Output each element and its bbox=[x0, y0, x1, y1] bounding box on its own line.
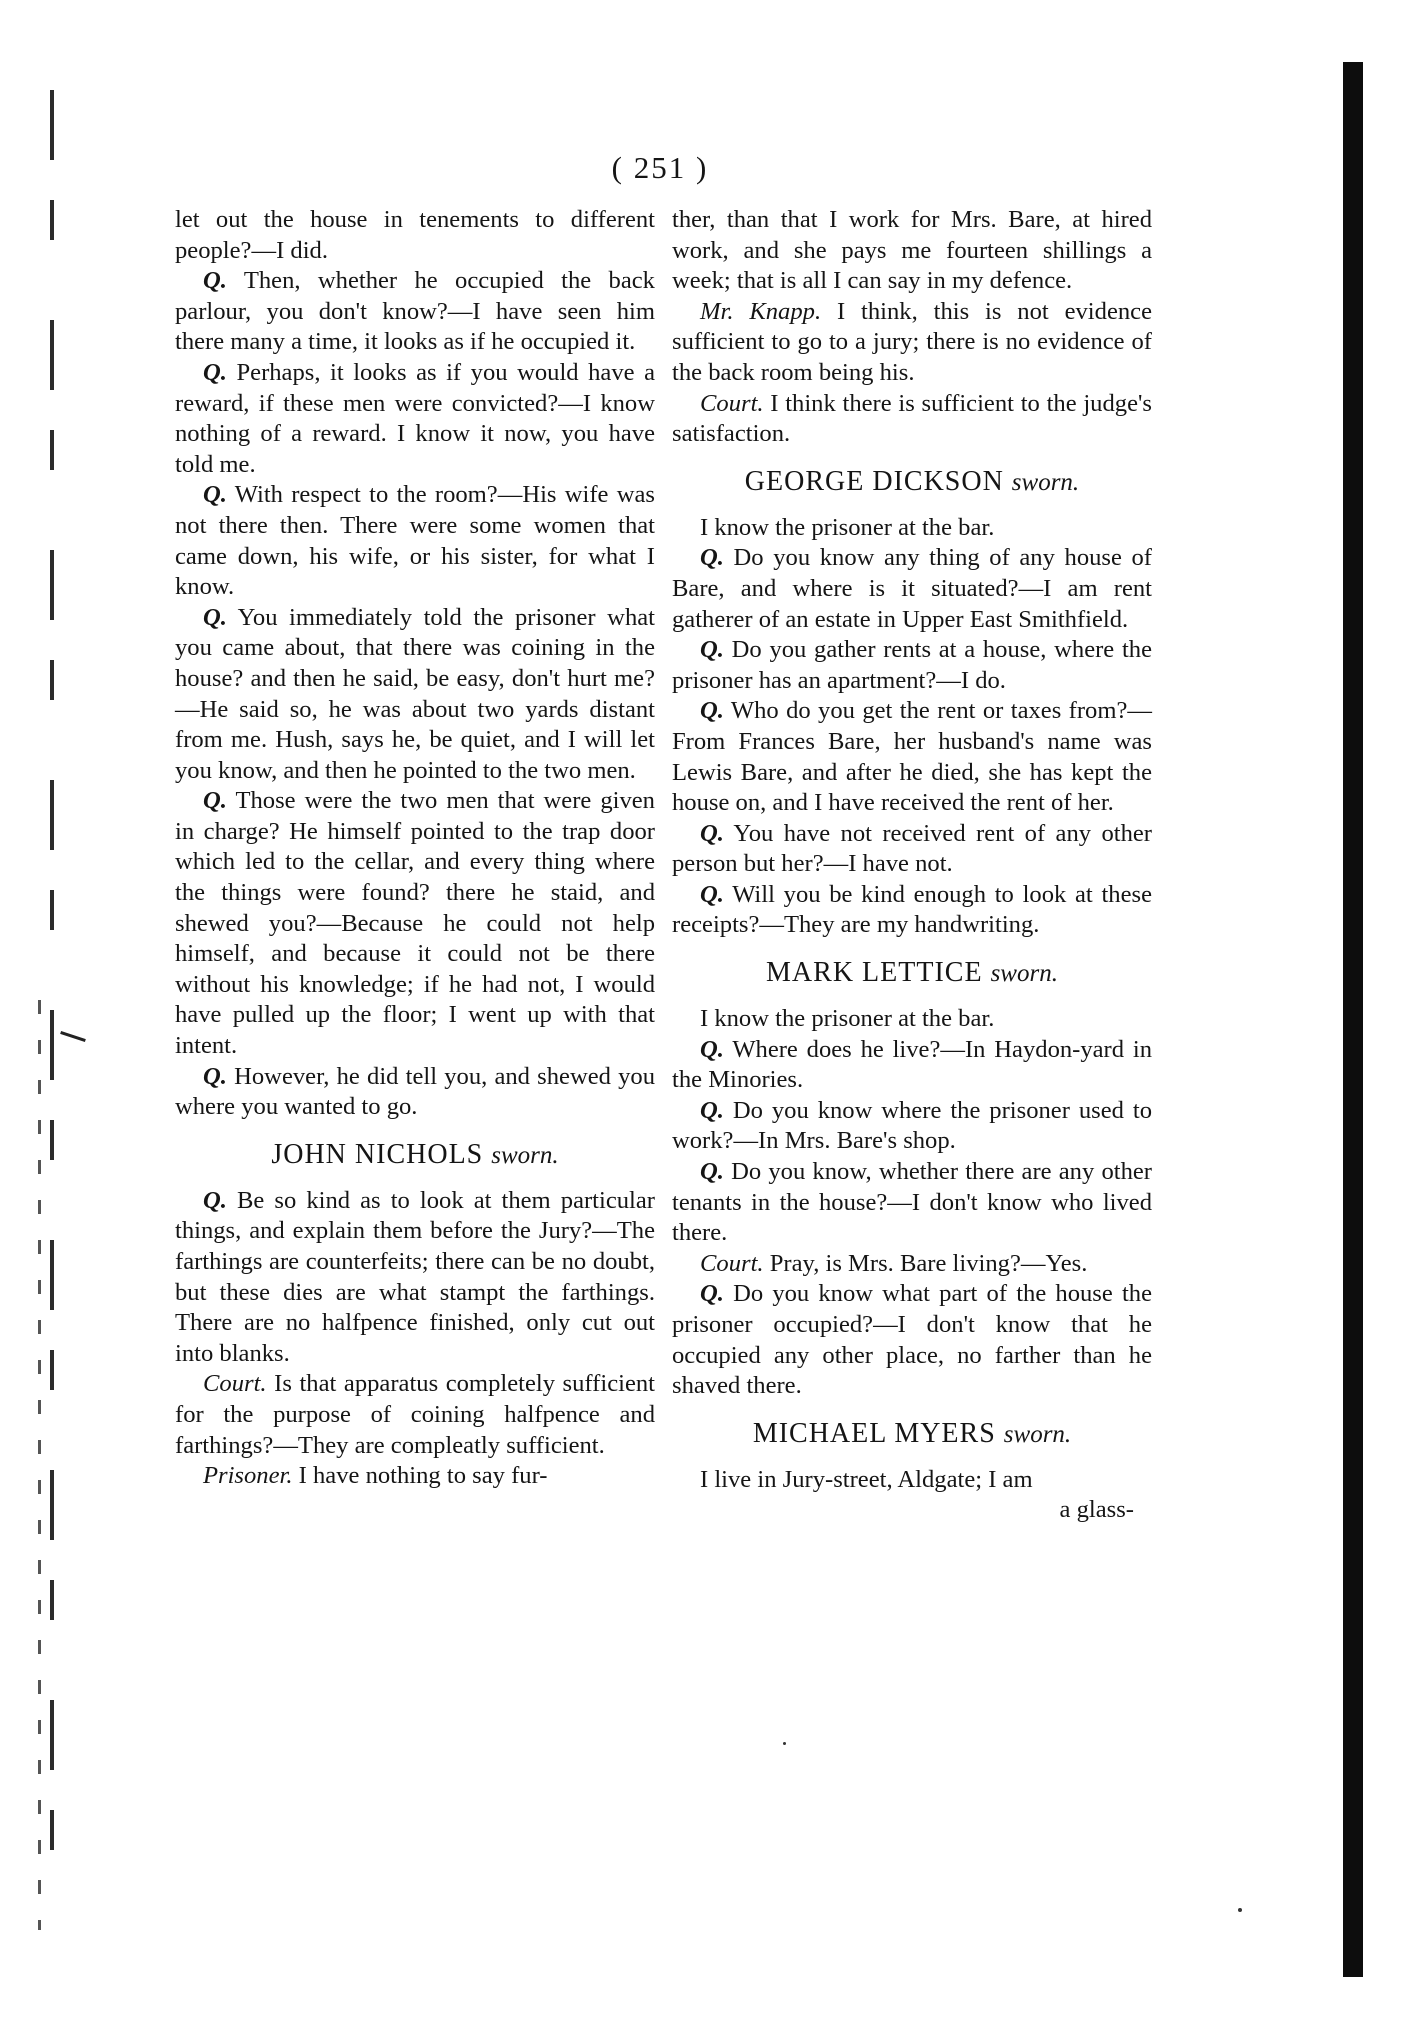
testimony-paragraph bbox=[672, 1465, 1152, 1496]
binding-edge-marks bbox=[50, 90, 54, 1930]
testimony-paragraph bbox=[672, 205, 1152, 297]
paragraph-text: Pray, is Mrs. Bare living?—Yes. bbox=[769, 1249, 1088, 1277]
paragraph-text: Perhaps, it looks as if you would have a reward, if these men were convicted?—I know nothing of a reward. I know it now, you have told me. bbox=[175, 358, 655, 478]
left-column bbox=[175, 205, 655, 1492]
binding-edge-marks-secondary bbox=[38, 1000, 41, 1930]
paragraph-text: ther, than that I work for Mrs. Bare, at hired work, and she pays me fourteen shillings a week; that is all I can say in my defence. bbox=[672, 206, 1152, 295]
question-marker: Q. bbox=[203, 603, 227, 631]
speaker-paragraph bbox=[672, 1249, 1152, 1280]
witness-name: MICHAEL MYERS bbox=[752, 1417, 996, 1449]
question-marker: Q. bbox=[700, 1096, 724, 1124]
paragraph-text: Do you know what part of the house the prisoner occupied?—I don't know that he occupied any other place, no farther than he shaved there. bbox=[672, 1280, 1152, 1400]
speaker-name: Prisoner. bbox=[203, 1462, 293, 1490]
paragraph-text: I have nothing to say fur- bbox=[298, 1462, 548, 1490]
paragraph-text: I think there is sufficient to the judge's satisfaction. bbox=[672, 389, 1152, 448]
question-paragraph bbox=[672, 1279, 1152, 1401]
question-paragraph bbox=[672, 1035, 1152, 1096]
question-paragraph bbox=[175, 358, 655, 480]
question-paragraph bbox=[175, 786, 655, 1061]
paragraph-text: I think, this is not evidence sufficient to go to a jury; there is no evidence of the back room being his. bbox=[672, 297, 1152, 386]
witness-heading bbox=[672, 957, 1152, 990]
paragraph-text: However, he did tell you, and shewed you where you wanted to go. bbox=[175, 1062, 656, 1121]
paragraph-text: Do you know where the prisoner used to work?—In Mrs. Bare's shop. bbox=[672, 1096, 1152, 1155]
question-marker: Q. bbox=[203, 787, 227, 815]
right-column bbox=[672, 205, 1152, 1526]
witness-heading bbox=[672, 1418, 1152, 1451]
question-marker: Q. bbox=[700, 880, 724, 908]
paragraph-text: You immediately told the prisoner what you came about, that there was coining in the house? and then he said, be easy, don't hurt me?—He said so, he was about two yards distant from me. Hush, says he, be quiet, and I will let you know, and then he pointed to the two men. bbox=[175, 603, 655, 784]
paragraph-text: Do you know any thing of any house of Bare, and where is it situated?—I am rent gatherer of an estate in Upper East Smithfield. bbox=[672, 544, 1152, 633]
question-paragraph bbox=[672, 635, 1152, 696]
paragraph-text: You have not received rent of any other person but her?—I have not. bbox=[672, 819, 1152, 878]
witness-name: MARK LETTICE bbox=[766, 957, 983, 989]
question-paragraph bbox=[672, 880, 1152, 941]
paragraph-text: Where does he live?—In Haydon-yard in the Minories. bbox=[672, 1035, 1152, 1094]
speaker-name: Mr. Knapp. bbox=[700, 297, 822, 325]
witness-name: GEORGE DICKSON bbox=[744, 465, 1004, 497]
paragraph-text: Who do you get the rent or taxes from?—From Frances Bare, her husband's name was Lewis Bare, and after he died, she has kept the house on, and I have received the rent of her. bbox=[672, 697, 1152, 817]
question-paragraph bbox=[175, 266, 655, 358]
question-paragraph bbox=[672, 543, 1152, 635]
question-paragraph bbox=[672, 1157, 1152, 1249]
witness-heading bbox=[175, 1139, 655, 1172]
sworn-label: sworn. bbox=[1011, 468, 1080, 496]
question-paragraph bbox=[175, 1186, 655, 1370]
paragraph-text: I know the prisoner at the bar. bbox=[700, 513, 995, 541]
testimony-paragraph bbox=[175, 205, 655, 266]
question-paragraph bbox=[672, 1096, 1152, 1157]
paragraph-text: Will you be kind enough to look at these receipts?—They are my handwriting. bbox=[672, 880, 1152, 939]
paragraph-text: I live in Jury-street, Aldgate; I am bbox=[700, 1465, 1033, 1493]
paragraph-text: Is that apparatus completely sufficient for the purpose of coining halfpence and farthings?—They are compleatly sufficient. bbox=[175, 1370, 655, 1459]
ink-speck bbox=[783, 1742, 786, 1745]
question-paragraph bbox=[175, 1062, 655, 1123]
question-paragraph bbox=[175, 480, 655, 602]
paragraph-text: Then, whether he occupied the back parlour, you don't know?—I have seen him there many a time, it looks as if he occupied it. bbox=[175, 267, 655, 356]
question-marker: Q. bbox=[700, 1158, 724, 1186]
ink-speck bbox=[1238, 1908, 1242, 1912]
margin-dash-mark bbox=[60, 1031, 86, 1042]
page-edge-shadow bbox=[1343, 62, 1363, 1977]
question-marker: Q. bbox=[203, 1186, 227, 1214]
speaker-paragraph bbox=[175, 1369, 655, 1461]
question-paragraph bbox=[672, 696, 1152, 818]
page-number: ( 251 ) bbox=[611, 150, 709, 185]
speaker-name: Court. bbox=[700, 389, 764, 417]
paragraph-text: I know the prisoner at the bar. bbox=[700, 1005, 995, 1033]
sworn-label: sworn. bbox=[990, 960, 1058, 988]
paragraph-text: Do you gather rents at a house, where the prisoner has an apartment?—I do. bbox=[672, 636, 1152, 694]
speaker-name: Court. bbox=[203, 1370, 267, 1398]
paragraph-text: Those were the two men that were given in charge? He himself pointed to the trap door which led to the cellar, and every thing where the things were found? there he staid, and shewed you?—Because he could not help himself, and because it could not be there without his knowledge; if he had not, I would have pulled up the floor; I went up with that intent. bbox=[175, 787, 655, 1060]
testimony-paragraph bbox=[672, 513, 1152, 544]
paragraph-text: Be so kind as to look at them particular things, and explain them before the Jury?—The farthings are counterfeits; there can be no doubt, but these dies are what stampt the farthings. There are no halfpence finished, only cut out into blanks. bbox=[175, 1186, 655, 1367]
sworn-label: sworn. bbox=[1003, 1420, 1072, 1448]
speaker-name: Court. bbox=[700, 1249, 764, 1277]
witness-heading bbox=[672, 466, 1152, 499]
witness-name: JOHN NICHOLS bbox=[271, 1138, 484, 1170]
speaker-paragraph bbox=[175, 1461, 655, 1492]
question-marker: Q. bbox=[700, 819, 724, 847]
question-marker: Q. bbox=[700, 544, 724, 572]
paragraph-text: With respect to the room?—His wife was not there then. There were some women that came down, his wife, or his sister, for what I know. bbox=[175, 481, 655, 601]
question-paragraph bbox=[175, 603, 655, 787]
question-marker: Q. bbox=[203, 481, 227, 509]
question-marker: Q. bbox=[700, 1280, 724, 1308]
speaker-paragraph bbox=[672, 297, 1152, 389]
question-marker: Q. bbox=[700, 1035, 724, 1063]
question-marker: Q. bbox=[203, 1062, 227, 1090]
testimony-paragraph bbox=[672, 1004, 1152, 1035]
question-marker: Q. bbox=[700, 636, 724, 664]
sworn-label: sworn. bbox=[491, 1141, 559, 1169]
question-marker: Q. bbox=[203, 358, 227, 386]
paragraph-text: let out the house in tenements to different people?—I did. bbox=[175, 206, 655, 264]
question-marker: Q. bbox=[700, 697, 724, 725]
catchword: a glass- bbox=[1059, 1496, 1134, 1524]
speaker-paragraph bbox=[672, 389, 1152, 450]
question-paragraph bbox=[672, 819, 1152, 880]
paragraph-text: Do you know, whether there are any other tenants in the house?—I don't know who lived there. bbox=[672, 1158, 1152, 1247]
question-marker: Q. bbox=[203, 267, 227, 295]
